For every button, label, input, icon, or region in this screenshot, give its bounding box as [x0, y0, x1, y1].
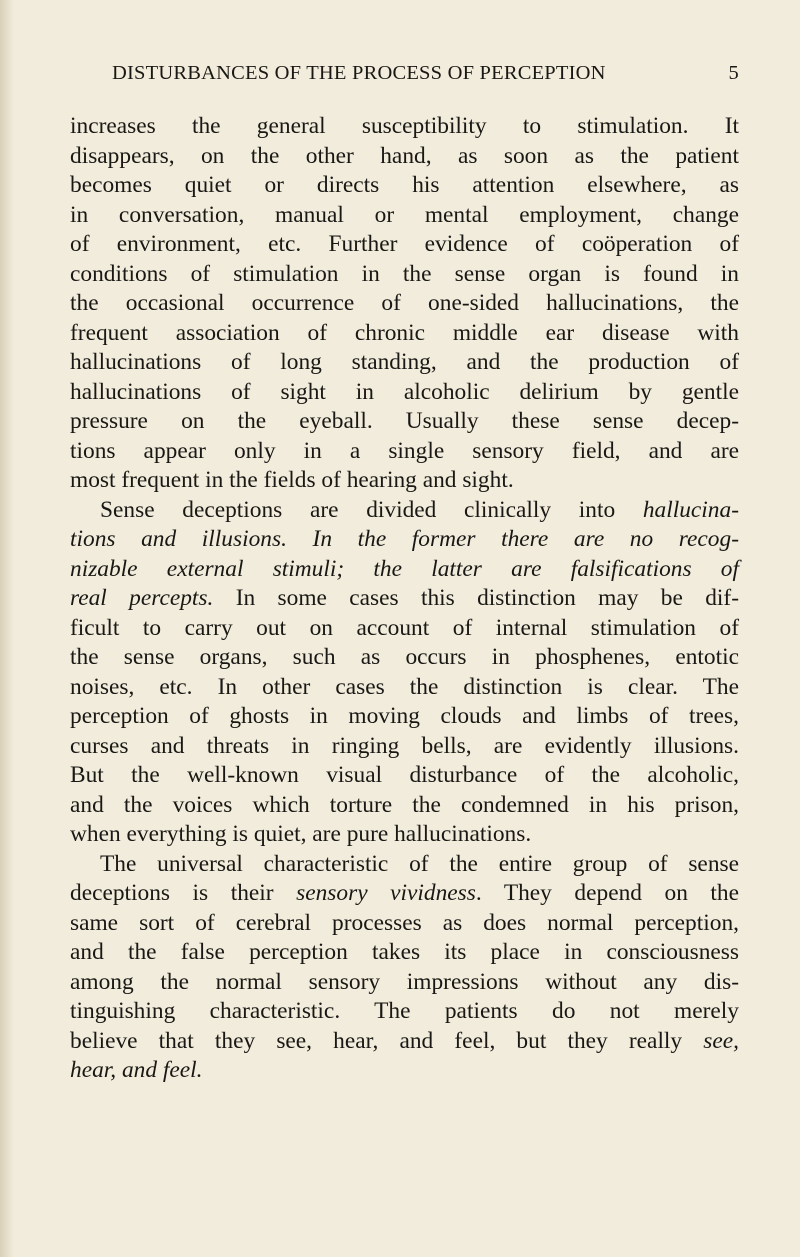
text-line: nizable external stimuli; the latter are falsifications of	[70, 555, 739, 582]
text-line: tions and illusions. In the former there are no recog-	[70, 526, 739, 552]
text-line: deceptions is their sensory vividness. They depend on the	[70, 880, 739, 906]
text-line: hallucinations of long standing, and the production of	[70, 349, 739, 375]
text-line: conditions of stimulation in the sense organ is found in	[70, 260, 739, 287]
text-line: frequent association of chronic middle ear disease with	[70, 319, 739, 346]
text-line: noises, etc. In other cases the distinction is clear. The	[70, 673, 739, 700]
text-line: But the well-known visual disturbance of the alcoholic,	[70, 762, 739, 788]
text-line: ficult to carry out on account of internal stimulation of	[70, 614, 739, 641]
text-line: of environment, etc. Further evidence of coöperation of	[70, 231, 739, 257]
text-line: increases the general susceptibility to stimulation. It	[70, 113, 739, 139]
text-line: and the false perception takes its place in consciousness	[70, 939, 739, 965]
text-line: real percepts. In some cases this distinction may be dif-	[70, 585, 739, 611]
text-line: tions appear only in a single sensory field, and are	[70, 437, 739, 464]
text-line: the sense organs, such as occurs in phosphenes, entotic	[70, 644, 739, 670]
text-line: believe that they see, hear, and feel, but they really see,	[70, 1027, 739, 1054]
text-line: hallucinations of sight in alcoholic delirium by gentle	[70, 378, 739, 405]
running-title: DISTURBANCES OF THE PROCESS OF PERCEPTION	[112, 62, 606, 84]
gutter-shadow	[0, 0, 14, 1257]
text-line: becomes quiet or directs his attention elsewhere, as	[70, 172, 739, 198]
text-line: pressure on the eyeball. Usually these sense decep-	[70, 408, 739, 434]
text-line: most frequent in the fields of hearing and sight.	[70, 467, 514, 493]
text-line: among the normal sensory impressions without any dis-	[70, 968, 739, 995]
text-line: when everything is quiet, are pure hallucinations.	[70, 821, 532, 847]
body-text	[70, 112, 739, 1086]
text-line: disappears, on the other hand, as soon as the patient	[70, 142, 739, 169]
page-number: 5	[728, 62, 739, 84]
text-line: The universal characteristic of the entire group of sense	[100, 850, 739, 877]
text-line: perception of ghosts in moving clouds and limbs of trees,	[70, 703, 739, 729]
text-line: the occasional occurrence of one-sided hallucinations, the	[70, 290, 739, 316]
running-head	[112, 62, 739, 88]
text-line: and the voices which torture the condemned in his prison,	[70, 791, 739, 818]
text-line: curses and threats in ringing bells, are evidently illusions.	[70, 732, 739, 759]
text-line: same sort of cerebral processes as does normal perception,	[70, 909, 739, 936]
text-line: hear, and feel.	[70, 1057, 203, 1083]
text-line: Sense deceptions are divided clinically into hallucina-	[100, 496, 739, 523]
text-line: tinguishing characteristic. The patients do not merely	[70, 998, 739, 1024]
text-line: in conversation, manual or mental employment, change	[70, 201, 739, 228]
